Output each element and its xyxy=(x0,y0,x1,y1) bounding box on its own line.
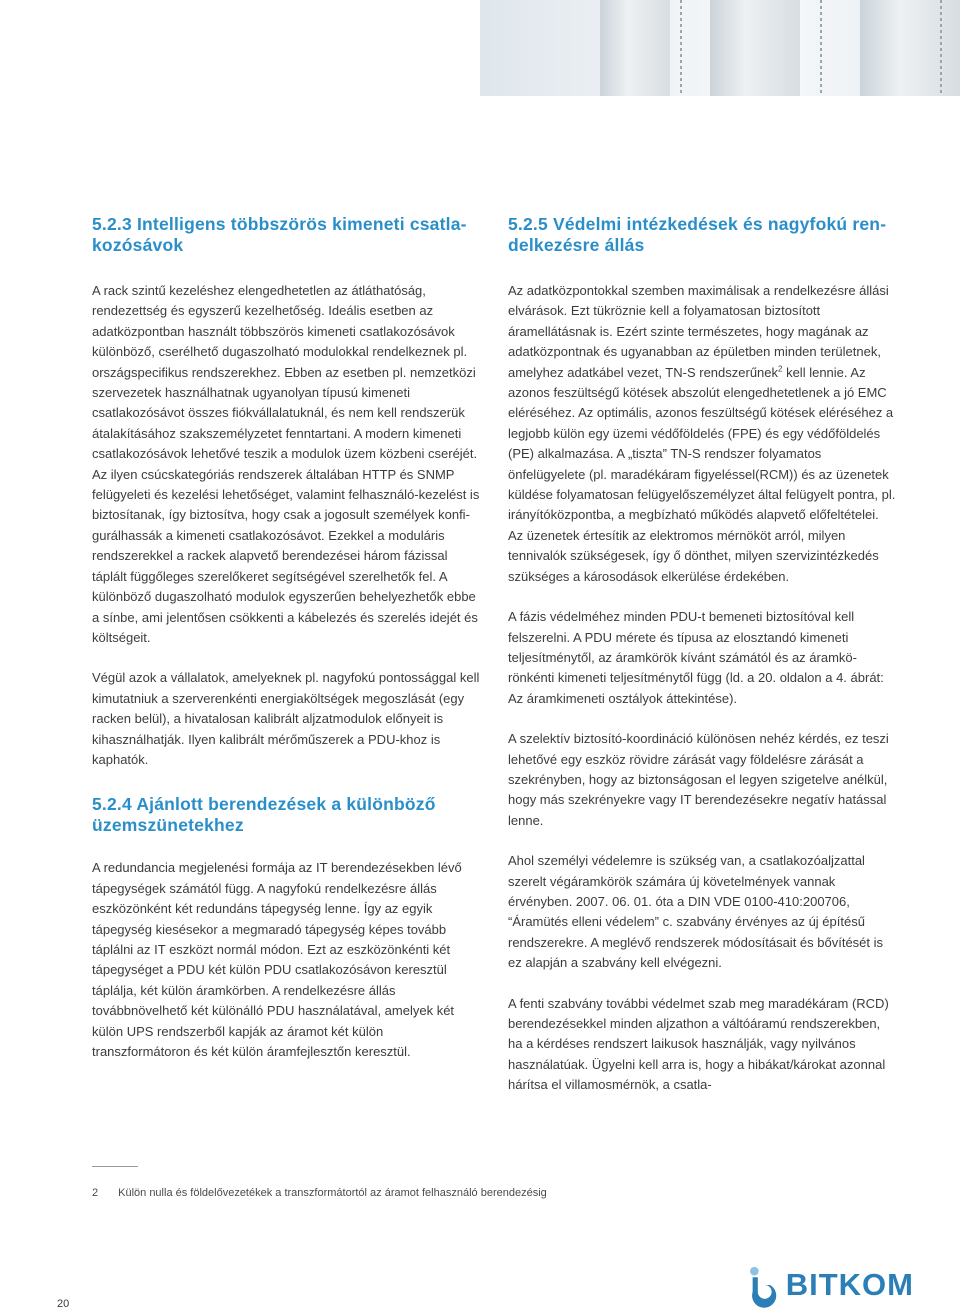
right-column xyxy=(508,214,896,1096)
paragraph: A szelektív biztosító-koordináció különösen nehéz kérdés, ez teszi lehetővé egy eszköz rövidre zárását vagy földelésre zárását a szekrényben, hogy az biztonságosan el legyen szigetelve anélkül, hogy más szekrényekre vagy IT berendezésekre negatív hatással lenne. xyxy=(508,731,889,828)
footnote-divider xyxy=(92,1166,138,1167)
header-photo xyxy=(480,0,960,96)
paragraph-text: kell lennie. Az azonos feszültségű kötések abszolút elengedhetetlenek a jó EMC eléréséhez. Az optimális, azonos feszültségű kötések eléréséhez a legjobb külön egy üzemi védőföldelés (FPE) és egy védőföldelés (PE) alkalmazása. A „tiszta” TN-S rendszer folyamatos önfelügyelete (pl. maradékáram figyeléssel(RCM)) és az üzenetek küldése folyamatosan felügyelőszemélyzet által felügyelt pontra, pl. irányítóközpontba, a megbízható működés alapvető előfeltételei. Az üzenetek értesítik az elektromos mérnököt arról, milyen tennivalók szükségesek, így ő dönthet, milyen szervizintézkedés szükséges a károsodások elkerülése érdekében. xyxy=(508,364,896,584)
footnote-marker: 2 xyxy=(778,364,783,374)
paragraph xyxy=(508,281,896,587)
bitkom-logo-icon xyxy=(744,1262,784,1308)
paragraph: A fázis védelméhez minden PDU-t bemeneti biztosítóval kell felszerelni. A PDU mérete és típusa az elosztandó kimeneti teljesítménytől, az áramkörök kívánt számától és az áramkörönkénti kimeneti teljesítménytől függ (ld. a 20. oldalon a 4. ábrát: Az áramkimeneti osztályok áttekintése). xyxy=(508,609,884,706)
logo-text: BITKOM xyxy=(785,1267,914,1302)
page-number: 20 xyxy=(57,1298,70,1310)
bitkom-logo xyxy=(744,1262,914,1308)
paragraph: A redundancia megjelenési formája az IT berendezésekben lévő tápegységek számától függ. A nagyfokú rendelkezésre állás eszközönként két redundáns tápegység lenne. Így az egyik tápegység kiesésekor a megmaradó tápegység képes tovább táplálni az IT eszközt normál módon. Ezt az eszközönkénti két tápegységet a PDU két külön PDU csatlakozósávon keresztül táplálja, két külön áramkörben. A rendelkezésre állás továbbnövelhető két különálló PDU használatával, amelyek két külön UPS rendszerből kapják az áramot két külön transzformátoron és két külön áramfejlesztőn keresztül. xyxy=(92,860,462,1059)
footnote-number: 2 xyxy=(92,1187,99,1199)
footnote-text: Külön nulla és földelővezetékek a transzformátortól az áramot felhasználó berendezésig xyxy=(118,1187,547,1199)
left-column xyxy=(92,214,480,1062)
paragraph: A rack szintű kezeléshez elengedhetetlen az átláthatóság, rendezettség és egyszerű kezelhetőség. Ideális esetben az adatközpontban használt többszörös kimeneti csatlakozósávok különböző, cserélhető dugaszolható modulokkal rendelkeznek pl. országspecifikus rendszerekhez. Ebben az esetben pl. nemzetközi szervezetek használhatnak ugyanolyan típusú kimeneti csatlakozósávot összes fiókvállalatuknál, és nem kell rendszerük átalakításához szakszemélyzetet fenntartani. A modern kimeneti csatlakozósávok lehetővé teszik a modulok üzem közbeni cseréjét. Az ilyen csúcskategóriás rendszerek általában HTTP és SNMP felügyeleti és kezelési lehetőséget, valamint felhasználó-kezelést is biztosítanak, így biztosítva, hogy csak a jogosult személyek konfigurálhassák a kimeneti csatlakozósávot. Ezekkel a moduláris rendszerekkel a rackek alapvető berendezései három fázissal táplált függőleges szerelőkeret segítségével szerelhetők fel. A különböző dugaszolható modulok egyszerűen behelyezhetők ebbe a sínbe, ami jelentősen csökkenti a kábelezés és szerelés idejét és költségeit. xyxy=(92,283,480,645)
section-heading-5-2-4: 5.2.4 Ajánlott berendezések a különböző üzemszünetekhez xyxy=(92,794,436,836)
footnote xyxy=(92,1187,547,1199)
paragraph: Végül azok a vállalatok, amelyeknek pl. nagyfokú pontossággal kell kimutatniuk a szerverenkénti energiaköltségek megoszlását (egy racken belül), a hivatalosan kalibrált aljzatmodulok előnyeit is kihasználhatják. Ilyen kalibrált mérőműszerek a PDU-khoz is kaphatók. xyxy=(92,670,480,767)
section-heading-5-2-5: 5.2.5 Védelmi intézkedések és nagyfokú rendelkezésre állás xyxy=(508,214,887,255)
paragraph: A fenti szabvány további védelmet szab meg maradékáram (RCD) berendezésekkel minden aljzathon a váltóáramú rendszerekben, ha a kérdéses rendszert laikusok használják, vagy nyilvános használatúak. Ügyelni kell arra is, hogy a hibákat/károkat azonnal hárítsa el villamosmérnök, a csatla- xyxy=(508,995,889,1093)
paragraph: Ahol személyi védelemre is szükség van, a csatlakozóaljzattal szerelt végáramkörök számára új követelmények vannak érvényben. 2007. 06. 01. óta a DIN VDE 0100-410:200706, “Áramütés elleni védelem” c. szabvány érvényes az új építésű rendszerekre. A meglévő rendszerek módosításait és bővítését is ez alapján a szabvány kell elvégezni. xyxy=(508,853,884,971)
paragraph-text: Az adatközpontokkal szemben maximálisak a rendelkezésre állási elvárások. Ezt tükröznie kell a folyamatosan biztosított áramellátásnak is. Ezért szinte természetes, hogy magának az adatközpontnak és ugyanabban az épületben minden területnek, amelyhez adatkábel vezet, TN-S rendszerűnek xyxy=(508,283,889,380)
section-heading-5-2-3: 5.2.3 Intelligens többszörös kimeneti csatlakozósávok xyxy=(92,214,467,255)
